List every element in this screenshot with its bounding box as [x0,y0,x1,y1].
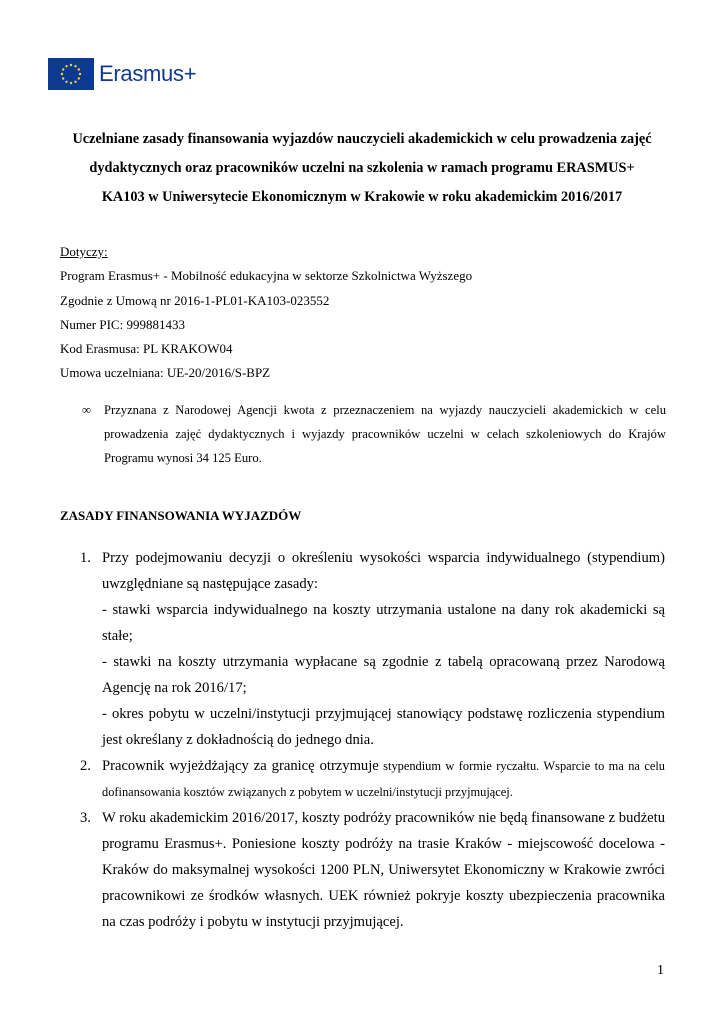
funding-note [82,398,666,470]
list-item-point: - stawki wsparcia indywidualnego na koszty utrzymania ustalone na dany rok akademicki są stałe; [102,602,665,644]
rules-list [80,545,665,935]
meta-program: Program Erasmus+ - Mobilność edukacyjna w sektorze Szkolnictwa Wyższego [60,268,473,284]
list-item-number: 2. [80,758,91,774]
list-item-point: - stawki na koszty utrzymania wypłacane są zgodnie z tabelą opracowaną przez Narodową Agencję na rok 2016/17; [102,654,665,696]
list-item [80,805,665,935]
list-item [80,545,665,753]
meta-erasmus-code: Kod Erasmusa: PL KRAKOW04 [60,341,233,357]
list-item-point: - okres pobytu w uczelni/instytucji przyjmującej stanowiący podstawę rozliczenia stypendium jest określany z dokładnością do jednego dnia. [102,706,665,748]
meta-pic: Numer PIC: 999881433 [60,316,185,332]
list-item-text [102,753,665,805]
meta-internal-agreement: Umowa uczelniana: UE-20/2016/S-BPZ [60,365,271,381]
list-item-text-small: stypendium w formie ryczałtu. Wsparcie to ma na celu dofinansowania kosztów związanych z pobytem w uczelni/instytucji przyjmującej. [102,759,665,799]
erasmus-wordmark: Erasmus+ [99,61,197,86]
page-number: 1 [657,963,664,978]
list-item-number: 3. [80,810,91,826]
meta-agreement: Zgodnie z Umową nr 2016-1-PL01-KA103-023552 [60,292,330,308]
title-line-3: KA103 w Uniwersytecie Ekonomicznym w Krakowie w roku akademickim 2016/2017 [101,189,623,205]
list-item-intro: Przy podejmowaniu decyzji o określeniu wysokości wsparcia indywidualnego (stypendium) uwzględniane są następujące zasady: [102,550,665,592]
document-title [60,125,664,212]
title-line-1: Uczelniane zasady finansowania wyjazdów nauczycieli akademickich w celu prowadzenia zajęć [72,131,652,147]
list-item [80,753,665,805]
funding-note-text: Przyznana z Narodowej Agencji kwota z przeznaczeniem na wyjazdy nauczycieli akademickich w celu prowadzenia zajęć dydaktycznych i wyjazdy pracowników uczelni w celach szkoleniowych do Krajów Programu wynosi 34 125 Euro. [104,403,666,465]
meta-label: Dotyczy: [60,244,108,259]
erasmus-logo [48,58,196,90]
list-item-number: 1. [80,550,91,566]
title-line-2: dydaktycznych oraz pracowników uczelni na szkolenia w ramach programu ERASMUS+ [89,160,635,176]
eu-flag-icon [48,58,94,90]
document-metadata [60,240,472,386]
section-heading: ZASADY FINANSOWANIA WYJAZDÓW [60,508,302,523]
list-item-text: W roku akademickim 2016/2017, koszty podróży pracowników nie będą finansowane z budżetu programu Erasmus+. Poniesione koszty podróży na trasie Kraków - miejscowość docelowa - Kraków do maksymalnej wysokości 1200 PLN, Uniwersytet Ekonomiczny w Krakowie zwróci pracownikowi ze środków własnych. UEK również pokryje koszty ubezpieczenia pracownika na czas podróży i pobytu w instytucji przyjmującej. [102,810,665,930]
bullet-symbol: ∞ [82,403,91,417]
list-item-text-main: Pracownik wyjeżdżający za granicę otrzymuje [102,758,379,774]
